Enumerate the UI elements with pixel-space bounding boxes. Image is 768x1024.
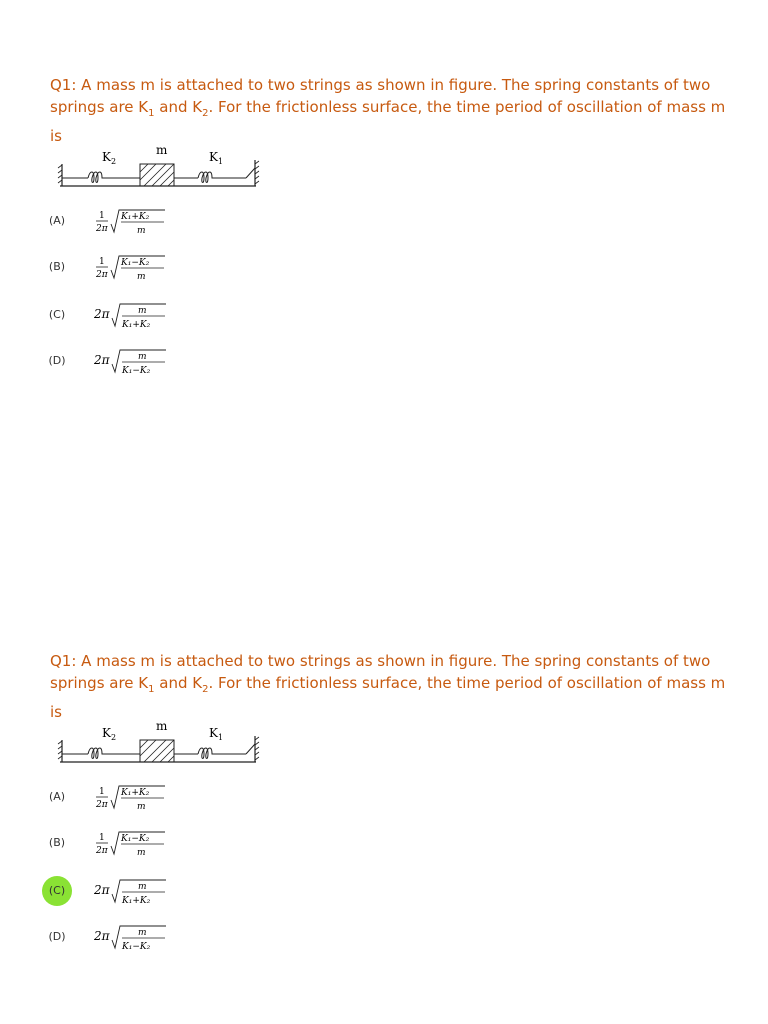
svg-text:2π: 2π bbox=[96, 224, 108, 234]
svg-text:m: m bbox=[137, 848, 146, 858]
spring-mass-figure bbox=[56, 146, 266, 194]
formula-d bbox=[94, 346, 184, 380]
option-d[interactable] bbox=[50, 922, 350, 962]
svg-text:2π: 2π bbox=[96, 270, 108, 280]
label-mass: m bbox=[156, 146, 168, 157]
formula-c bbox=[94, 876, 184, 910]
option-label: (B) bbox=[48, 260, 66, 273]
svg-text:m: m bbox=[138, 352, 147, 362]
option-c[interactable] bbox=[50, 876, 350, 916]
formula-c bbox=[94, 300, 184, 334]
formula-a bbox=[94, 206, 184, 240]
option-a[interactable] bbox=[50, 206, 350, 246]
option-d[interactable] bbox=[50, 346, 350, 386]
svg-text:K₁+K₂: K₁+K₂ bbox=[121, 788, 150, 798]
svg-text:K₁+K₂: K₁+K₂ bbox=[122, 896, 151, 906]
option-label: (A) bbox=[48, 790, 66, 803]
option-b[interactable] bbox=[50, 252, 350, 292]
svg-text:K₁−K₂: K₁−K₂ bbox=[122, 366, 151, 376]
label-left-spring: $K_2$ bbox=[102, 150, 117, 166]
svg-text:1: 1 bbox=[99, 833, 105, 843]
label-right-spring: $K_1$ bbox=[209, 150, 224, 166]
svg-text:2π: 2π bbox=[96, 846, 108, 856]
svg-text:K₁+K₂: K₁+K₂ bbox=[122, 320, 151, 330]
svg-text:1: 1 bbox=[99, 257, 105, 267]
svg-text:1: 1 bbox=[99, 787, 105, 797]
svg-text:m: m bbox=[137, 272, 146, 282]
question-2 bbox=[48, 650, 730, 952]
svg-text:2π: 2π bbox=[94, 353, 110, 367]
option-label-correct: (C) bbox=[42, 876, 72, 906]
svg-text:2π: 2π bbox=[94, 307, 110, 321]
label-left-spring: $K_2$ bbox=[102, 726, 117, 742]
formula-b bbox=[94, 828, 184, 862]
formula-d bbox=[94, 922, 184, 956]
option-label: (D) bbox=[48, 354, 66, 367]
question-1 bbox=[48, 74, 730, 376]
question-text: Q1: A mass m is attached to two strings as shown in figure. The spring constants of two springs are $K_1$ and $K_2$. For the frictionless surface, the time period of oscillation of mass m is bbox=[50, 76, 726, 145]
option-label: (D) bbox=[48, 930, 66, 943]
svg-text:m: m bbox=[138, 882, 147, 892]
question-text: Q1: A mass m is attached to two strings as shown in figure. The spring constants of two springs are $K_1$ and $K_2$. For the frictionless surface, the time period of oscillation of mass m is bbox=[50, 652, 726, 721]
svg-text:K₁−K₂: K₁−K₂ bbox=[122, 942, 151, 952]
svg-text:2π: 2π bbox=[94, 929, 110, 943]
option-c[interactable] bbox=[50, 300, 350, 340]
formula-a bbox=[94, 782, 184, 816]
svg-text:K₁−K₂: K₁−K₂ bbox=[121, 834, 150, 844]
formula-b bbox=[94, 252, 184, 286]
svg-text:m: m bbox=[138, 306, 147, 316]
svg-text:K₁−K₂: K₁−K₂ bbox=[121, 258, 150, 268]
svg-text:2π: 2π bbox=[96, 800, 108, 810]
svg-text:m: m bbox=[137, 802, 146, 812]
option-label: (A) bbox=[48, 214, 66, 227]
option-b[interactable] bbox=[50, 828, 350, 868]
spring-mass-figure bbox=[56, 722, 266, 770]
option-label: (C) bbox=[48, 308, 66, 321]
option-label: (B) bbox=[48, 836, 66, 849]
label-right-spring: $K_1$ bbox=[209, 726, 224, 742]
svg-text:2π: 2π bbox=[94, 883, 110, 897]
svg-text:K₁+K₂: K₁+K₂ bbox=[121, 212, 150, 222]
label-mass: m bbox=[156, 722, 168, 733]
svg-text:1: 1 bbox=[99, 211, 105, 221]
svg-text:m: m bbox=[138, 928, 147, 938]
svg-text:m: m bbox=[137, 226, 146, 236]
option-a[interactable] bbox=[50, 782, 350, 822]
